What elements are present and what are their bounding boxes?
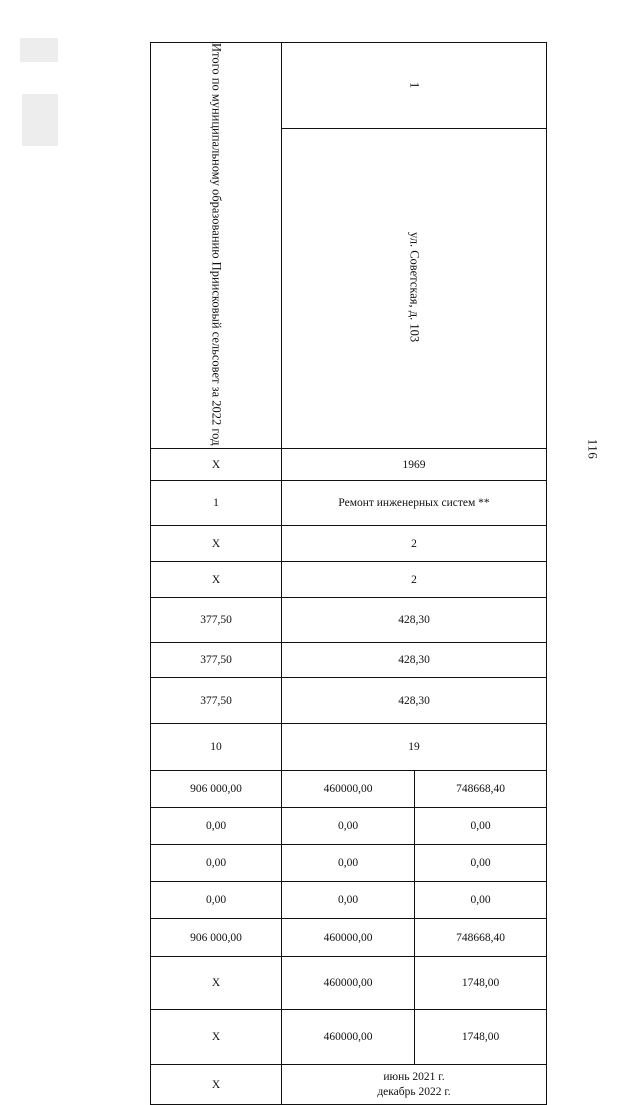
scan-artifact xyxy=(22,94,58,146)
total-cell: 0,00 xyxy=(151,845,282,882)
value-a-cell: 0,00 xyxy=(282,882,415,919)
value-cell: 428,30 xyxy=(282,598,547,643)
table-row xyxy=(151,1010,547,1065)
date-cell xyxy=(282,1065,547,1105)
value-b-cell: 0,00 xyxy=(415,845,547,882)
total-cell: X xyxy=(151,562,282,598)
value-a-cell: 460000,00 xyxy=(282,771,415,808)
scan-artifact xyxy=(20,38,58,62)
table-row xyxy=(151,845,547,882)
table-row xyxy=(151,724,547,771)
value-b-cell: 1748,00 xyxy=(415,957,547,1010)
page-number: 116 xyxy=(585,438,601,460)
total-cell: X xyxy=(151,957,282,1010)
value-b-cell: 0,00 xyxy=(415,882,547,919)
value-b-cell: 748668,40 xyxy=(415,771,547,808)
value-a-cell: 460000,00 xyxy=(282,1010,415,1065)
date-end: декабрь 2022 г. xyxy=(377,1085,451,1098)
table-row xyxy=(151,919,547,957)
date-start: июнь 2021 г. xyxy=(383,1070,445,1083)
value-cell: 19 xyxy=(282,724,547,771)
value-a-cell: 0,00 xyxy=(282,845,415,882)
total-cell: 10 xyxy=(151,724,282,771)
address-cell xyxy=(282,128,547,449)
value-a-cell: 0,00 xyxy=(282,808,415,845)
value-cell: 2 xyxy=(282,526,547,562)
address-label: ул. Советская, д. 103 xyxy=(407,232,422,343)
table-row xyxy=(151,882,547,919)
table-row xyxy=(151,562,547,598)
total-cell: 377,50 xyxy=(151,643,282,678)
table-row xyxy=(151,957,547,1010)
value-b-cell: 748668,40 xyxy=(415,919,547,957)
table-row xyxy=(151,481,547,526)
total-cell: X xyxy=(151,526,282,562)
total-cell: 0,00 xyxy=(151,808,282,845)
table-row xyxy=(151,808,547,845)
value-a-cell: 460000,00 xyxy=(282,919,415,957)
table-row xyxy=(151,1065,547,1105)
data-table xyxy=(150,42,547,1105)
total-cell: 1 xyxy=(151,481,282,526)
value-cell: 2 xyxy=(282,562,547,598)
value-b-cell: 0,00 xyxy=(415,808,547,845)
total-cell: 906 000,00 xyxy=(151,919,282,957)
table-row xyxy=(151,526,547,562)
total-cell: 377,50 xyxy=(151,678,282,724)
value-cell: 1969 xyxy=(282,449,547,481)
total-header-label: Итого по муниципальному образованию Приисковый сельсовет за 2022 год xyxy=(209,43,224,446)
header-row xyxy=(151,43,547,129)
total-cell: X xyxy=(151,1010,282,1065)
value-a-cell: 460000,00 xyxy=(282,957,415,1010)
table-row xyxy=(151,598,547,643)
column-number-cell xyxy=(282,43,547,129)
column-number: 1 xyxy=(407,82,422,89)
table-row xyxy=(151,449,547,481)
value-cell: 428,30 xyxy=(282,643,547,678)
total-cell: 0,00 xyxy=(151,882,282,919)
value-cell: Ремонт инженерных систем ** xyxy=(282,481,547,526)
table-row xyxy=(151,771,547,808)
value-b-cell: 1748,00 xyxy=(415,1010,547,1065)
total-header-cell xyxy=(151,43,282,449)
table-row xyxy=(151,643,547,678)
total-cell: 377,50 xyxy=(151,598,282,643)
total-cell: 906 000,00 xyxy=(151,771,282,808)
total-cell: X xyxy=(151,1065,282,1105)
table-row xyxy=(151,678,547,724)
value-cell: 428,30 xyxy=(282,678,547,724)
total-cell: X xyxy=(151,449,282,481)
